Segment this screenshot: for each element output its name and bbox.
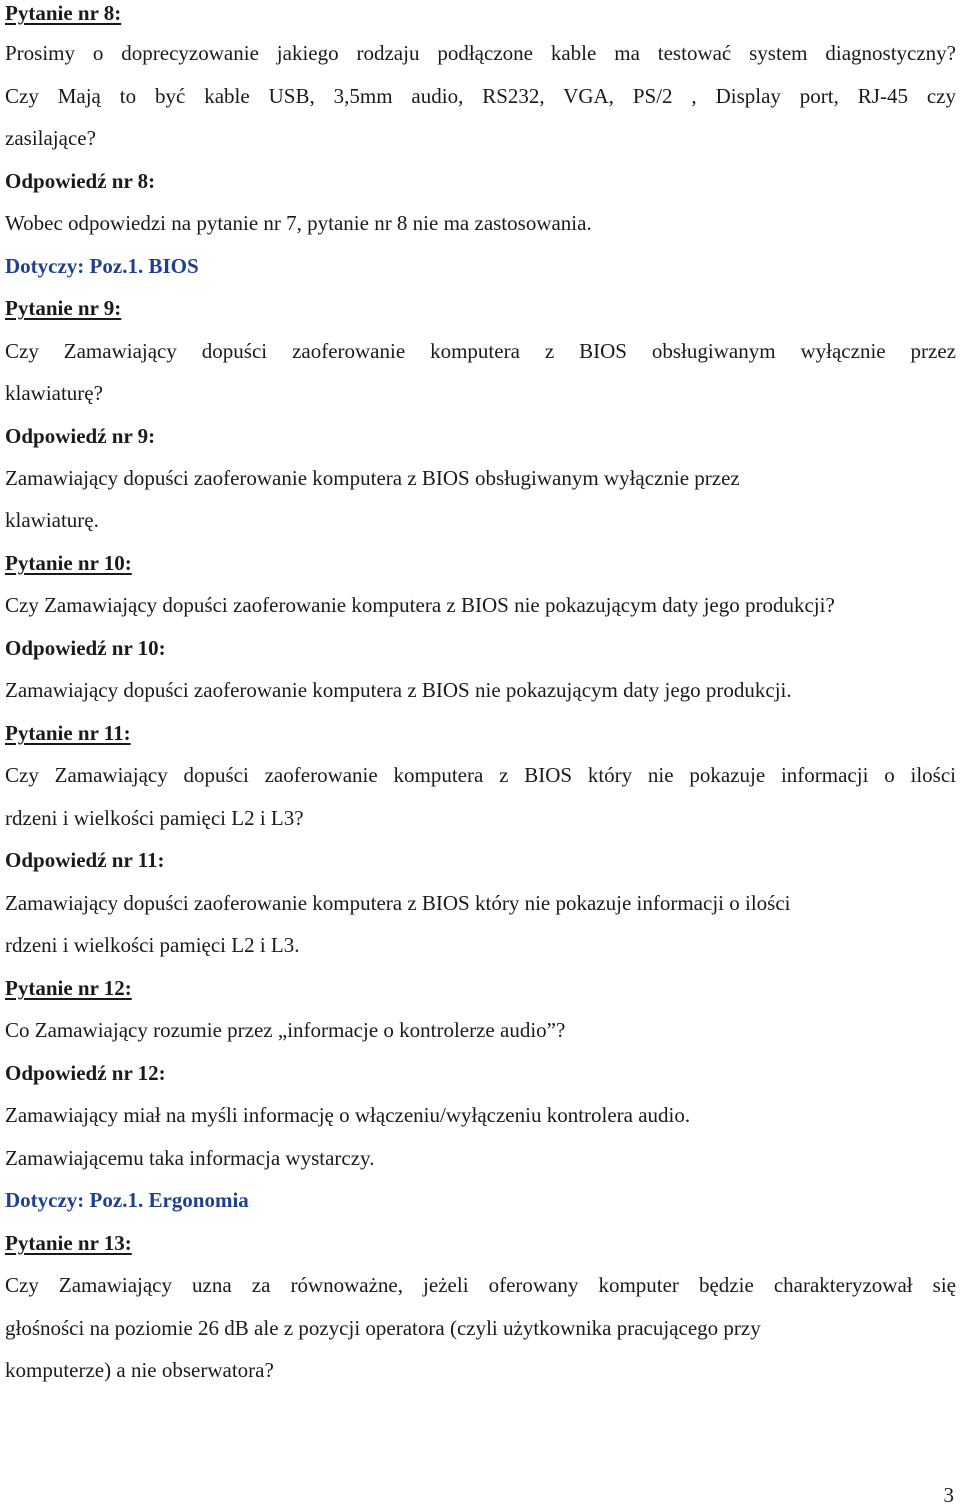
question-11-line-2: rdzeni i wielkości pamięci L2 i L3? <box>5 806 304 830</box>
question-13-line-2: głośności na poziomie 26 dB ale z pozycji operatora (czyli użytkownika pracującego przy <box>5 1316 761 1340</box>
question-13-line-3: komputerze) a nie obserwatora? <box>5 1358 274 1382</box>
question-12-line-1: Co Zamawiający rozumie przez „informacje o kontrolerze audio”? <box>5 1018 566 1042</box>
answer-heading-9: Odpowiedź nr 9: <box>5 424 156 448</box>
question-heading-8: Pytanie nr 8: <box>5 1 122 25</box>
section-heading-ergonomia: Dotyczy: Poz.1. Ergonomia <box>5 1188 249 1212</box>
question-heading-12: Pytanie nr 12: <box>5 976 132 1000</box>
answer-11-line-2: rdzeni i wielkości pamięci L2 i L3. <box>5 933 300 957</box>
section-heading-bios: Dotyczy: Poz.1. BIOS <box>5 254 199 278</box>
answer-heading-8: Odpowiedź nr 8: <box>5 169 156 193</box>
question-8-line-2: Czy Mają to być kable USB, 3,5mm audio, RS232, VGA, PS/2 , Display port, RJ-45 czy <box>5 84 956 108</box>
answer-12-line-1: Zamawiający miał na myśli informację o włączeniu/wyłączeniu kontrolera audio. <box>5 1103 691 1127</box>
question-heading-9: Pytanie nr 9: <box>5 296 122 320</box>
question-13-line-1: Czy Zamawiający uzna za równoważne, jeżeli oferowany komputer będzie charakteryzował się <box>5 1273 956 1297</box>
answer-11-line-1: Zamawiający dopuści zaoferowanie komputera z BIOS który nie pokazuje informacji o ilości <box>5 891 791 915</box>
answer-9-line-2: klawiaturę. <box>5 508 99 532</box>
answer-heading-10: Odpowiedź nr 10: <box>5 636 166 660</box>
question-heading-10: Pytanie nr 10: <box>5 551 132 575</box>
question-9-line-1: Czy Zamawiający dopuści zaoferowanie komputera z BIOS obsługiwanym wyłącznie przez <box>5 339 956 363</box>
question-heading-13: Pytanie nr 13: <box>5 1231 132 1255</box>
answer-heading-12: Odpowiedź nr 12: <box>5 1061 166 1085</box>
question-9-line-2: klawiaturę? <box>5 381 103 405</box>
question-8-line-3: zasilające? <box>5 126 96 150</box>
answer-9-line-1: Zamawiający dopuści zaoferowanie komputera z BIOS obsługiwanym wyłącznie przez <box>5 466 740 490</box>
question-11-line-1: Czy Zamawiający dopuści zaoferowanie komputera z BIOS który nie pokazuje informacji o ilości <box>5 763 956 787</box>
answer-8-line-1: Wobec odpowiedzi na pytanie nr 7, pytanie nr 8 nie ma zastosowania. <box>5 211 592 235</box>
question-heading-11: Pytanie nr 11: <box>5 721 131 745</box>
question-10-line-1: Czy Zamawiający dopuści zaoferowanie komputera z BIOS nie pokazującym daty jego produkcji? <box>5 593 835 617</box>
answer-12-line-2: Zamawiającemu taka informacja wystarczy. <box>5 1146 375 1170</box>
question-8-line-1: Prosimy o doprecyzowanie jakiego rodzaju podłączone kable ma testować system diagnostyczny? <box>5 41 956 65</box>
page-number: 3 <box>943 1483 954 1507</box>
answer-10-line-1: Zamawiający dopuści zaoferowanie komputera z BIOS nie pokazującym daty jego produkcji. <box>5 678 792 702</box>
answer-heading-11: Odpowiedź nr 11: <box>5 848 165 872</box>
